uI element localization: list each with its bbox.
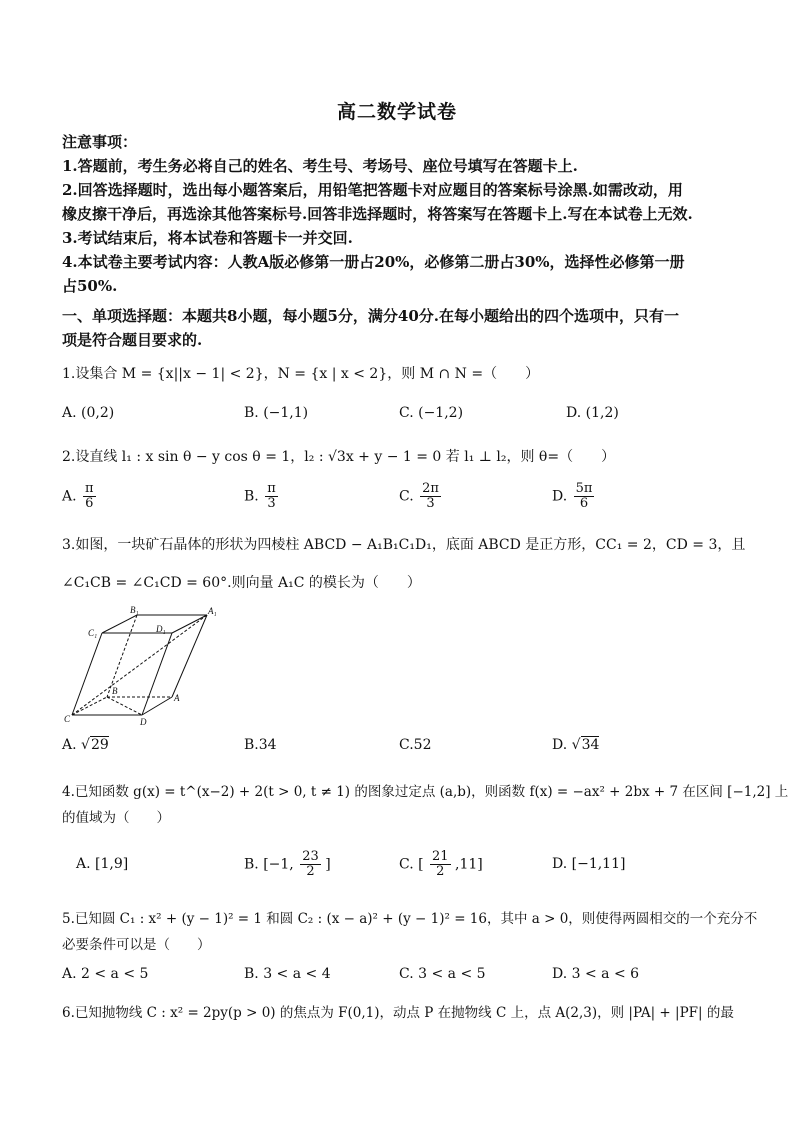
question-stem: 的值域为（ ） (62, 810, 170, 826)
option-a: A. √29 (62, 737, 109, 753)
denominator: 6 (579, 496, 589, 511)
label-a: A (174, 693, 180, 703)
notice-item: 占50%. (62, 277, 118, 295)
option-b (244, 850, 331, 879)
numerator: 21 (432, 849, 449, 864)
option-a (62, 482, 96, 511)
option-d: D. √34 (552, 737, 600, 753)
question-4 (62, 779, 789, 831)
diagonal-bd (107, 697, 142, 715)
question-1-options (62, 405, 738, 429)
option-label: D. (552, 488, 568, 505)
section-line: 一、单项选择题：本题共8小题，每小题5分，满分40分.在每小题给出的四个选项中，只有一 (62, 307, 679, 325)
question-1 (62, 363, 738, 385)
option-b: B.34 (244, 737, 277, 753)
question-5 (62, 906, 758, 958)
label-d: D (140, 717, 147, 727)
section-line: 项是符合题目要求的. (62, 331, 203, 349)
edge-a1-a (172, 615, 207, 697)
option-c: C.52 (399, 737, 432, 753)
fraction (574, 482, 595, 511)
question-stem: 1.设集合 M = {x||x − 1| < 2}，N = {x | x < 2}，则 M ∩ N =（ ） (62, 366, 540, 382)
denominator: 2 (436, 864, 445, 879)
denominator: 6 (85, 496, 94, 511)
question-2-options (62, 482, 738, 518)
question-stem: 6.已知抛物线 C : x² = 2py(p > 0) 的焦点为 F(0,1)，动点 P 在抛物线 C 上，点 A(2,3)，则 |PA| + |PF| 的最 (62, 1005, 734, 1021)
denominator: 3 (426, 496, 435, 511)
label-c1: C₁ (88, 628, 98, 638)
fraction (83, 482, 96, 511)
option-label: B. (244, 488, 259, 505)
option-label: D. (552, 737, 572, 753)
option-b: B. 3 < a < 4 (244, 966, 331, 982)
question-stem: 必要条件可以是（ ） (62, 937, 211, 953)
numerator: π (267, 481, 276, 496)
notice-item: 橡皮擦干净后，再选涂其他答案标号.回答非选择题时，将答案写在答题卡上.写在本试卷上无效. (62, 205, 693, 223)
option-b: B. (−1,1) (244, 405, 309, 421)
fraction (265, 482, 278, 511)
notice-item: 3.考试结束后，将本试卷和答题卡一并交回. (62, 229, 353, 247)
numerator: 5π (575, 481, 593, 496)
option-d (552, 482, 594, 511)
question-stem: 4.已知函数 g(x) = t^(x−2) + 2(t > 0, t ≠ 1) 的图象过定点 (a,b)，则函数 f(x) = −ax² + 2bx + 7 在区间 [−1,2] 上 (62, 784, 789, 800)
option-c (399, 482, 441, 511)
option-label: C. [ (399, 856, 424, 873)
prism-figure (62, 605, 222, 730)
option-c (399, 850, 483, 879)
option-a: A. (0,2) (62, 405, 115, 421)
numerator: 2π (422, 481, 439, 496)
numerator: π (85, 481, 94, 496)
fraction (300, 850, 321, 879)
question-6 (62, 1000, 738, 1026)
edge-b1-b (107, 615, 137, 697)
notice-item: 4.本试卷主要考试内容：人教A版必修第一册占20%，必修第二册占30%，选择性必修第一册 (62, 253, 685, 271)
fraction (420, 482, 441, 511)
question-2 (62, 446, 738, 468)
notice-item: 1.答题前，考生务必将自己的姓名、考生号、考场号、座位号填写在答题卡上. (62, 157, 578, 175)
option-c: C. (−1,2) (399, 405, 464, 421)
edge-d1-d (142, 633, 172, 715)
option-a: A. [1,9] (76, 856, 129, 872)
option-label: A. (62, 488, 77, 505)
option-label: A. (62, 737, 82, 753)
option-label: B. [−1, (244, 856, 294, 873)
notice-item: 2.回答选择题时，选出每小题答案后，用铅笔把答题卡对应题目的答案标号涂黑.如需改动，用 (62, 181, 683, 199)
page-title: 高二数学试卷 (336, 101, 457, 123)
option-label: C. (399, 488, 414, 505)
edge-d1-a1 (172, 615, 207, 633)
question-stem: ∠C₁CB = ∠C₁CD = 60°.则向量 A₁C 的模长为（ ） (62, 575, 421, 591)
option-b (244, 482, 278, 511)
question-stem: 3.如图，一块矿石晶体的形状为四棱柱 ABCD − A₁B₁C₁D₁，底面 ABCD 是正方形，CC₁ = 2，CD = 3，且 (62, 537, 746, 553)
edge-c1-c (72, 633, 102, 715)
option-d: D. [−1,11] (552, 856, 626, 872)
question-3-options (62, 737, 738, 761)
question-stem: 2.设直线 l₁ : x sin θ − y cos θ = 1，l₂ : √3x + y − 1 = 0 若 l₁ ⊥ l₂，则 θ=（ ） (62, 449, 616, 465)
radicand: 34 (581, 737, 600, 753)
notice-heading: 注意事项： (62, 133, 138, 151)
label-b: B (112, 686, 118, 696)
section-heading (62, 304, 738, 352)
label-d1: D₁ (156, 624, 166, 634)
label-a1: A₁ (208, 606, 217, 616)
notice-block (62, 130, 738, 298)
edge-d-a (142, 697, 172, 715)
denominator: 2 (306, 864, 315, 879)
numerator: 23 (302, 849, 319, 864)
question-5-options (62, 966, 738, 990)
denominator: 3 (267, 496, 276, 511)
option-tail: ,11] (455, 856, 483, 873)
fraction (430, 850, 451, 879)
option-c: C. 3 < a < 5 (399, 966, 486, 982)
option-d: D. 3 < a < 6 (552, 966, 640, 982)
option-tail: ] (325, 856, 331, 873)
label-b1: B₁ (130, 605, 139, 615)
label-c: C (64, 714, 71, 724)
radicand: 29 (90, 737, 109, 753)
question-4-options (62, 850, 738, 886)
option-a: A. 2 < a < 5 (62, 966, 149, 982)
option-d: D. (1,2) (566, 405, 619, 421)
question-stem: 5.已知圆 C₁ : x² + (y − 1)² = 1 和圆 C₂ : (x − a)² + (y − 1)² = 16，其中 a > 0，则使得两圆相交的一个充分不 (62, 911, 758, 927)
question-3 (62, 532, 746, 596)
